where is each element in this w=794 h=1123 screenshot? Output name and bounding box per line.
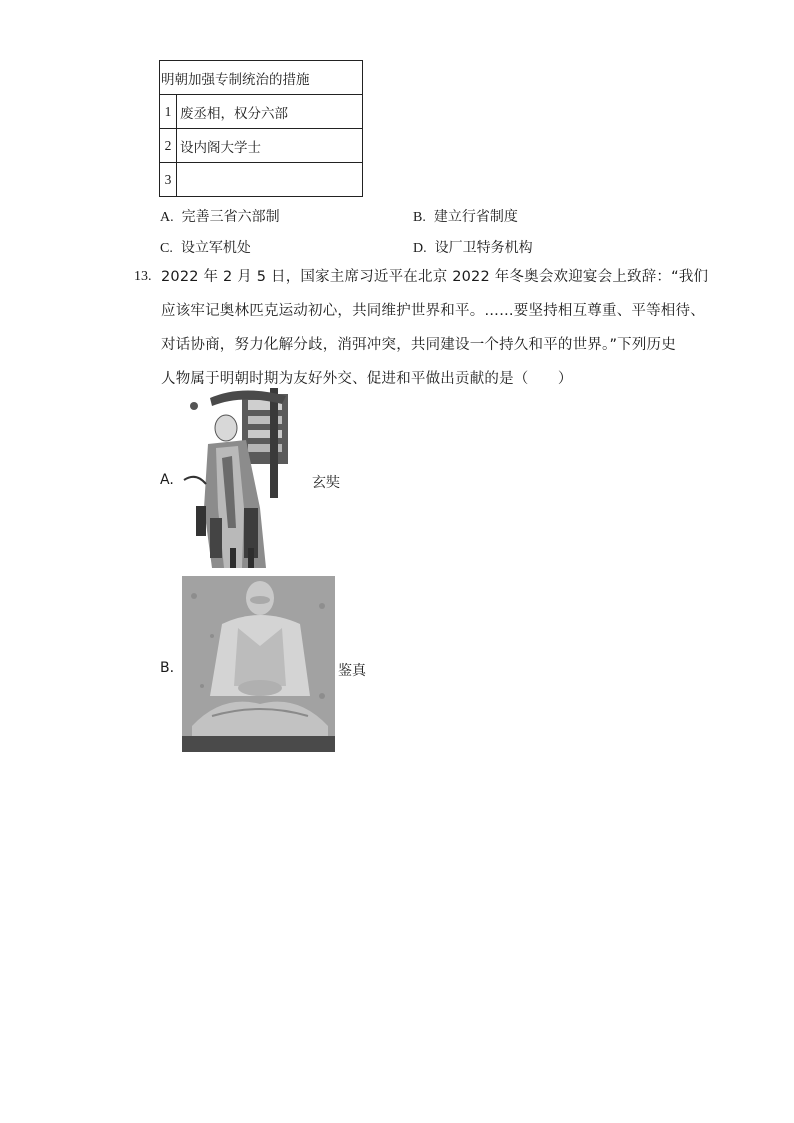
option-text: 建立行省制度: [433, 209, 518, 225]
option-key: B.: [413, 210, 426, 225]
image-option-a-key[interactable]: A.: [160, 472, 174, 488]
option-d[interactable]: [413, 237, 533, 257]
question-line: 2022 年 2 月 5 日，国家主席习近平在北京 2022 年冬奥会欢迎宴会上致辞：“我们: [161, 269, 709, 285]
table-row: [160, 129, 363, 163]
option-key: A.: [160, 210, 174, 225]
image-option-a-label: 玄奘: [312, 475, 340, 491]
table-header-row: [160, 61, 363, 95]
question-line: 应该牢记奥林匹克运动初心，共同维护世界和平。……要坚持相互尊重、平等相待、: [161, 303, 705, 319]
measures-table: [159, 60, 363, 197]
option-b[interactable]: [413, 206, 518, 226]
xuanzang-painting-icon: [182, 388, 298, 568]
question-number: 13.: [134, 269, 152, 284]
jianzhen-statue-icon: [182, 576, 335, 752]
row-text: 废丞相，权分六部: [177, 95, 363, 129]
table-header: 明朝加强专制统治的措施: [160, 61, 363, 95]
question-line: 对话协商，努力化解分歧，消弭冲突，共同建设一个持久和平的世界。”下列历史: [161, 337, 676, 353]
image-option-b-key[interactable]: B.: [160, 660, 175, 676]
option-text: 设立军机处: [180, 240, 251, 256]
row-number: 1: [160, 95, 177, 129]
option-key: C.: [160, 241, 173, 256]
table-row: [160, 163, 363, 197]
option-c[interactable]: [160, 237, 251, 257]
table-row: [160, 95, 363, 129]
option-a[interactable]: [160, 206, 280, 226]
row-number: 3: [160, 163, 177, 197]
row-number: 2: [160, 129, 177, 163]
option-text: 设厂卫特务机构: [434, 240, 533, 256]
image-option-b-label: 鉴真: [338, 663, 366, 679]
option-key: D.: [413, 241, 427, 256]
question-line: 人物属于明朝时期为友好外交、促进和平做出贡献的是（ ）: [161, 371, 573, 387]
option-text: 完善三省六部制: [181, 209, 280, 225]
row-text: [177, 163, 363, 197]
row-text: 设内阁大学士: [177, 129, 363, 163]
question-stem: [161, 260, 708, 396]
